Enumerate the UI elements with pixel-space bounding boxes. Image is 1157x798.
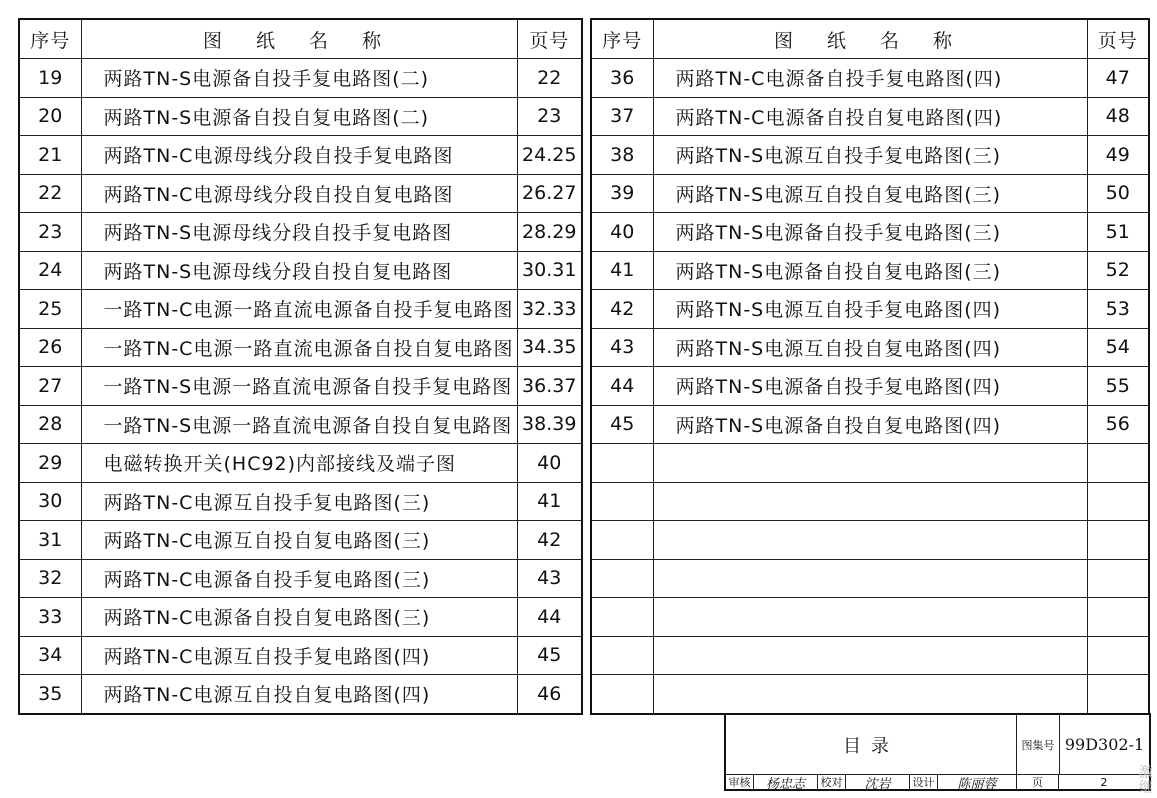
table-row <box>591 636 1149 675</box>
check-signature: 沈岩 <box>846 775 910 789</box>
page-number: 30.31 <box>517 251 582 290</box>
signature-row <box>726 775 1149 792</box>
row-number: 44 <box>591 367 653 406</box>
drawing-name: 两路TN-S电源备自投手复电路图(二) <box>81 59 517 98</box>
drawing-name <box>653 482 1087 521</box>
table-row <box>591 444 1149 483</box>
row-number <box>591 675 653 714</box>
table-row <box>591 97 1149 136</box>
page-number <box>1087 598 1149 637</box>
review-label: 审核 <box>726 775 754 789</box>
row-number: 30 <box>19 482 81 521</box>
page-number: 52 <box>1087 251 1149 290</box>
drawing-name: 两路TN-S电源备自投自复电路图(四) <box>653 405 1087 444</box>
table-row <box>591 251 1149 290</box>
table-row <box>19 251 582 290</box>
row-number: 45 <box>591 405 653 444</box>
table-row <box>19 136 582 175</box>
page-number: 56 <box>1087 405 1149 444</box>
table-row <box>19 482 582 521</box>
table-row <box>591 290 1149 329</box>
page-number <box>1087 636 1149 675</box>
drawing-name: 两路TN-S电源备自投自复电路图(二) <box>81 97 517 136</box>
page-label: 页 <box>1017 775 1059 789</box>
page-number: 22 <box>517 59 582 98</box>
page-number <box>1087 482 1149 521</box>
drawing-name: 一路TN-C电源一路直流电源备自投自复电路图 <box>81 328 517 367</box>
table-row <box>591 59 1149 98</box>
title-block <box>724 713 1151 791</box>
page-number: 38.39 <box>517 405 582 444</box>
row-number: 41 <box>591 251 653 290</box>
watermark-text: 激 继 <box>1139 765 1153 796</box>
table-row <box>19 97 582 136</box>
drawing-name: 一路TN-S电源一路直流电源备自投手复电路图 <box>81 367 517 406</box>
header-name: 图 纸 名 称 <box>81 19 517 59</box>
table-row <box>19 59 582 98</box>
row-number: 42 <box>591 290 653 329</box>
row-number: 27 <box>19 367 81 406</box>
table-row <box>19 174 582 213</box>
review-signature: 杨忠志 <box>754 775 818 789</box>
toc-table-left <box>18 18 583 715</box>
table-row <box>591 521 1149 560</box>
page-number: 32.33 <box>517 290 582 329</box>
row-number: 22 <box>19 174 81 213</box>
page-number: 47 <box>1087 59 1149 98</box>
row-number: 29 <box>19 444 81 483</box>
drawing-name: 两路TN-C电源互自投自复电路图(四) <box>81 675 517 714</box>
table-row <box>19 405 582 444</box>
page-number: 48 <box>1087 97 1149 136</box>
drawing-name: 一路TN-S电源一路直流电源备自投自复电路图 <box>81 405 517 444</box>
page-number: 42 <box>517 521 582 560</box>
table-row <box>591 405 1149 444</box>
drawing-name <box>653 559 1087 598</box>
table-row <box>19 598 582 637</box>
set-number: 99D302-1 <box>1060 715 1149 775</box>
row-number: 39 <box>591 174 653 213</box>
header-page: 页号 <box>517 19 582 59</box>
page-number: 49 <box>1087 136 1149 175</box>
drawing-title: 目录 <box>726 715 1017 775</box>
page-number: 36.37 <box>517 367 582 406</box>
drawing-name <box>653 675 1087 714</box>
drawing-name: 两路TN-S电源互自投手复电路图(三) <box>653 136 1087 175</box>
table-header-row <box>19 19 582 59</box>
table-row <box>591 328 1149 367</box>
header-name: 图 纸 名 称 <box>653 19 1087 59</box>
table-row <box>19 290 582 329</box>
row-number: 32 <box>19 559 81 598</box>
page-number <box>1087 559 1149 598</box>
watermark <box>1139 766 1153 796</box>
page-number: 45 <box>517 636 582 675</box>
row-number: 31 <box>19 521 81 560</box>
drawing-name: 两路TN-C电源备自投手复电路图(四) <box>653 59 1087 98</box>
drawing-name <box>653 598 1087 637</box>
table-row <box>19 213 582 252</box>
drawing-name: 两路TN-C电源互自投手复电路图(三) <box>81 482 517 521</box>
page-number: 54 <box>1087 328 1149 367</box>
drawing-name: 两路TN-S电源互自投手复电路图(四) <box>653 290 1087 329</box>
header-no: 序号 <box>19 19 81 59</box>
row-number: 25 <box>19 290 81 329</box>
row-number: 35 <box>19 675 81 714</box>
page-number: 2 <box>1100 775 1108 789</box>
table-row <box>19 367 582 406</box>
page-number <box>1087 675 1149 714</box>
table-row <box>19 328 582 367</box>
page-number <box>1087 444 1149 483</box>
row-number: 40 <box>591 213 653 252</box>
page-number: 50 <box>1087 174 1149 213</box>
drawing-name: 两路TN-S电源互自投自复电路图(四) <box>653 328 1087 367</box>
drawing-name: 电磁转换开关(HC92)内部接线及端子图 <box>81 444 517 483</box>
row-number: 43 <box>591 328 653 367</box>
page-number: 28.29 <box>517 213 582 252</box>
page-number: 23 <box>517 97 582 136</box>
page-number: 51 <box>1087 213 1149 252</box>
table-row <box>19 636 582 675</box>
table-row <box>19 521 582 560</box>
drawing-name: 两路TN-C电源互自投手复电路图(四) <box>81 636 517 675</box>
drawing-name: 两路TN-C电源互自投自复电路图(三) <box>81 521 517 560</box>
table-row <box>19 675 582 714</box>
table-row <box>19 444 582 483</box>
row-number: 33 <box>19 598 81 637</box>
design-label: 设计 <box>910 775 938 789</box>
drawing-name: 两路TN-C电源备自投自复电路图(四) <box>653 97 1087 136</box>
row-number <box>591 636 653 675</box>
row-number: 38 <box>591 136 653 175</box>
table-row <box>591 174 1149 213</box>
row-number <box>591 559 653 598</box>
page-number: 40 <box>517 444 582 483</box>
row-number: 24 <box>19 251 81 290</box>
check-label: 校对 <box>818 775 846 789</box>
drawing-name <box>653 636 1087 675</box>
table-row <box>591 136 1149 175</box>
toc-table-right <box>590 18 1150 715</box>
row-number: 36 <box>591 59 653 98</box>
page-number: 55 <box>1087 367 1149 406</box>
design-signature: 陈丽蓉 <box>938 775 1017 789</box>
row-number <box>591 444 653 483</box>
page-number: 44 <box>517 598 582 637</box>
drawing-name <box>653 444 1087 483</box>
row-number <box>591 482 653 521</box>
row-number: 26 <box>19 328 81 367</box>
drawing-name: 两路TN-C电源母线分段自投自复电路图 <box>81 174 517 213</box>
drawing-name: 两路TN-S电源母线分段自投手复电路图 <box>81 213 517 252</box>
page-number: 46 <box>517 675 582 714</box>
row-number: 19 <box>19 59 81 98</box>
page-number <box>1087 521 1149 560</box>
table-row <box>19 559 582 598</box>
drawing-name: 一路TN-C电源一路直流电源备自投手复电路图 <box>81 290 517 329</box>
drawing-name: 两路TN-C电源备自投手复电路图(三) <box>81 559 517 598</box>
row-number <box>591 521 653 560</box>
row-number: 28 <box>19 405 81 444</box>
header-page: 页号 <box>1087 19 1149 59</box>
row-number: 21 <box>19 136 81 175</box>
page-number: 53 <box>1087 290 1149 329</box>
page-number: 43 <box>517 559 582 598</box>
page-number: 26.27 <box>517 174 582 213</box>
table-header-row <box>591 19 1149 59</box>
row-number: 23 <box>19 213 81 252</box>
drawing-name: 两路TN-S电源备自投自复电路图(三) <box>653 251 1087 290</box>
page-number: 41 <box>517 482 582 521</box>
table-row <box>591 482 1149 521</box>
table-row <box>591 559 1149 598</box>
table-row <box>591 213 1149 252</box>
row-number: 20 <box>19 97 81 136</box>
table-row <box>591 675 1149 714</box>
drawing-name: 两路TN-C电源备自投自复电路图(三) <box>81 598 517 637</box>
row-number: 37 <box>591 97 653 136</box>
drawing-name <box>653 521 1087 560</box>
drawing-name: 两路TN-S电源备自投手复电路图(三) <box>653 213 1087 252</box>
set-number-label: 图集号 <box>1017 715 1060 775</box>
drawing-name: 两路TN-S电源母线分段自投自复电路图 <box>81 251 517 290</box>
page-number: 24.25 <box>517 136 582 175</box>
page-number: 34.35 <box>517 328 582 367</box>
header-no: 序号 <box>591 19 653 59</box>
drawing-name: 两路TN-C电源母线分段自投手复电路图 <box>81 136 517 175</box>
table-row <box>591 598 1149 637</box>
drawing-name: 两路TN-S电源互自投自复电路图(三) <box>653 174 1087 213</box>
table-row <box>591 367 1149 406</box>
row-number: 34 <box>19 636 81 675</box>
drawing-name: 两路TN-S电源备自投手复电路图(四) <box>653 367 1087 406</box>
row-number <box>591 598 653 637</box>
